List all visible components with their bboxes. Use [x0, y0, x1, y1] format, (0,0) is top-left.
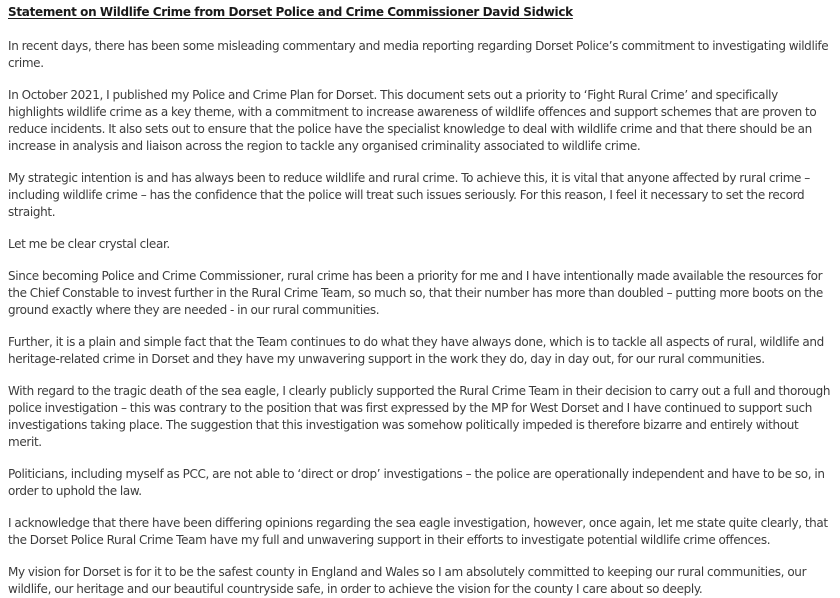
paragraph-be-clear: Let me be clear crystal clear. [8, 237, 170, 251]
paragraph-intro: In recent days, there has been some misleading commentary and media reporting regarding Dorset Police’s commitment to investigating wildlife crime. [8, 39, 829, 70]
paragraph-strategic-intention: My strategic intention is and has always been to reduce wildlife and rural crime. To achieve this, it is vital that anyone affected by rural crime – including wildlife crime – has the confidence that the police will treat such issues seriously. For this reason, I feel it necessary to set the record straight. [8, 171, 810, 219]
paragraph-vision: My vision for Dorset is for it to be the safest county in England and Wales so I am absolutely committed to keeping our rural communities, our wildlife, our heritage and our beautiful countryside safe, in order to achieve the vision for the county I care about so deeply. [8, 565, 807, 596]
paragraph-team-continues: Further, it is a plain and simple fact that the Team continues to do what they have always done, which is to tackle all aspects of rural, wildlife and heritage-related crime in Dorset and they have my unwavering support in the work they do, day in day out, for our rural communities. [8, 335, 824, 366]
paragraph-police-crime-plan: In October 2021, I published my Police and Crime Plan for Dorset. This document sets out a priority to ‘Fight Rural Crime’ and specifically highlights wildlife crime as a key theme, with a commitment to increase awareness of wildlife offences and support schemes that are proven to reduce incidents. It also sets out to ensure that the police have the specialist knowledge to deal with wildlife crime and that there should be an increase in analysis and liaison across the region to tackle any organised criminality associated to wildlife crime. [8, 88, 817, 153]
statement-title: Statement on Wildlife Crime from Dorset Police and Crime Commissioner David Sidwick [8, 5, 573, 19]
paragraph-rural-crime-team-resources: Since becoming Police and Crime Commissioner, rural crime has been a priority for me and I have intentionally made available the resources for the Chief Constable to invest further in the Rural Crime Team, so much so, that their number has more than doubled – putting more boots on the ground exactly where they are needed - in our rural communities. [8, 269, 823, 317]
paragraph-sea-eagle: With regard to the tragic death of the sea eagle, I clearly publicly supported the Rural Crime Team in their decision to carry out a full and thorough police investigation – this was contrary to the position that was first expressed by the MP for West Dorset and I have continued to support such investigations taking place. The suggestion that this investigation was somehow politically impeded is therefore bizarre and entirely without merit. [8, 384, 831, 449]
paragraph-differing-opinions: I acknowledge that there have been differing opinions regarding the sea eagle investigation, however, once again, let me state quite clearly, that the Dorset Police Rural Crime Team have my full and unwavering support in their efforts to investigate potential wildlife crime offences. [8, 516, 828, 547]
paragraph-operational-independence: Politicians, including myself as PCC, are not able to ‘direct or drop’ investigations – the police are operationally independent and have to be so, in order to uphold the law. [8, 467, 825, 498]
